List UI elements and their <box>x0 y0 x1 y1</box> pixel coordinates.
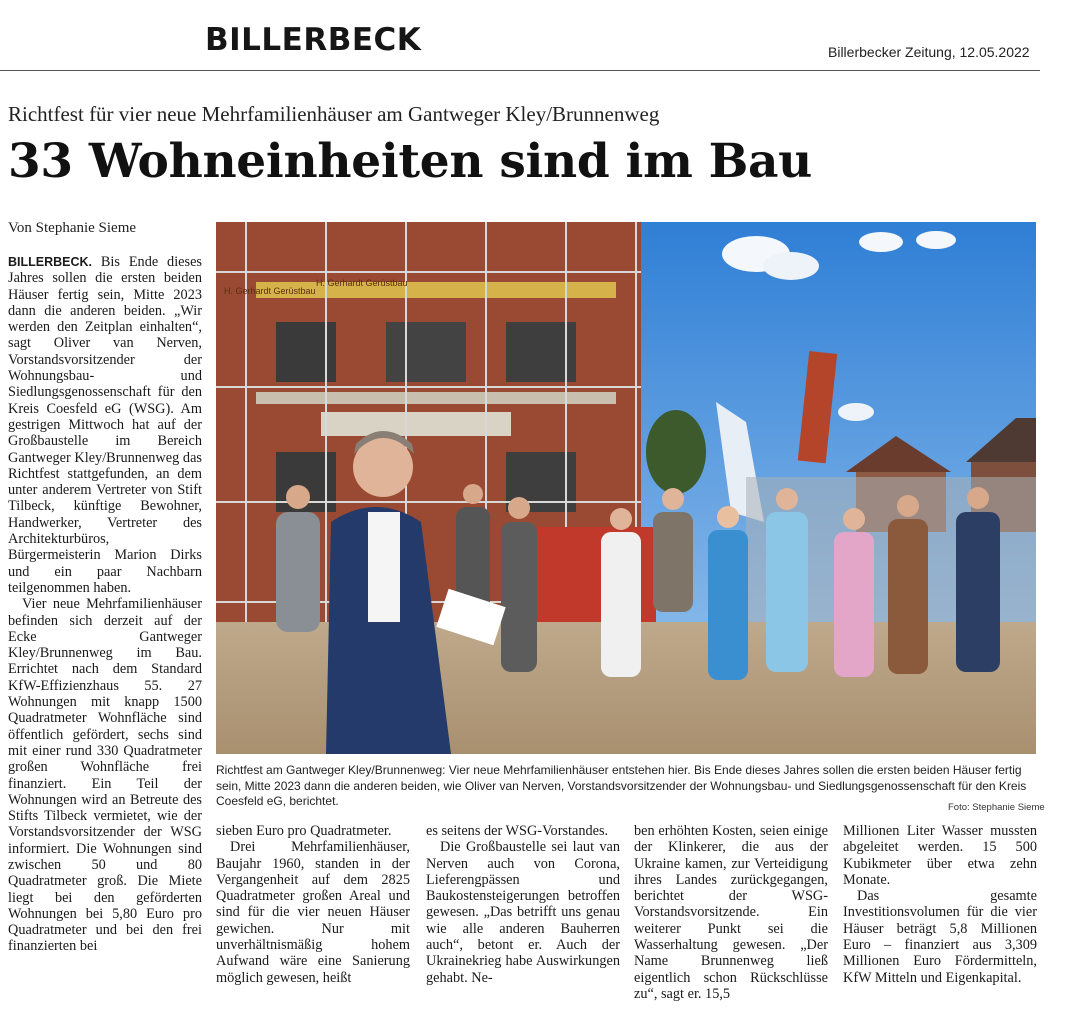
article-photo <box>216 222 1036 754</box>
dateline: BILLERBECK. <box>8 255 93 269</box>
article-byline: Von Stephanie Sieme <box>8 220 137 236</box>
column-5-paragraph-1: Millionen Liter Wasser mussten abgeleitet werden. 15 500 Kubikmeter über etwa zehn Monate. <box>843 823 1037 888</box>
column-5-paragraph-2: Das gesamte Investitionsvolumen für die vier Häuser beträgt 5,8 Millionen Euro – finanziert aus 3,309 Millionen Euro Fördermitteln, KfW Mitteln und Eigenkapital. <box>843 888 1037 986</box>
header-divider <box>0 70 1040 71</box>
column-4-paragraph-1: ben erhöhten Kosten, seien einige der Klinkerer, die aus der Ukraine kamen, zur Verteidigung ihres Landes zurückgegangen, berichtet der WSG-Vorstandsvorsitzende. Ein weiterer Punkt sei die Wasserhaltung gewesen. „Der Name Brunnenweg ließ eigentlich schon Rückschlüsse zu“, sagt er. 15,5 <box>634 823 828 1002</box>
publication-source: Billerbecker Zeitung, 12.05.2022 <box>828 44 1030 60</box>
construction-site-photo <box>216 222 1036 754</box>
column-3-paragraph-2: Die Großbaustelle sei laut van Nerven auch von Corona, Lieferengpässen und Baukostensteigerungen betroffen gewesen. „Das betrifft uns genau wie alle anderen Bauherren auch“, betont er. Auch der Ukrainekrieg habe Auswirkungen gehabt. Ne- <box>426 839 620 986</box>
article-column-2 <box>216 823 410 1008</box>
article-column-4 <box>634 823 828 1008</box>
photo-credit: Foto: Stephanie Sieme <box>948 802 1045 813</box>
article-column-5 <box>843 823 1037 1008</box>
scaffold-banner-left: H. Gerhardt Gerüstbau <box>224 286 316 296</box>
article-column-1 <box>8 254 202 1006</box>
column-3-paragraph-1: es seitens der WSG-Vorstandes. <box>426 823 609 839</box>
column-2-paragraph-2: Drei Mehrfamilienhäuser, Baujahr 1960, standen in der Vergangenheit auf dem 2825 Quadratmeter großen Areal und sind für die vier neuen Häuser gewichen. Nur mit unverhältnismäßig hohem Aufwand wäre eine Sanierung möglich gewesen, heißt <box>216 839 410 986</box>
column-1-paragraph-2: Vier neue Mehrfamilienhäuser befinden sich derzeit auf der Ecke Gantweger Kley/Brunnenweg im Bau. Errichtet nach dem Standard KfW-Effizienzhaus 55. 27 Wohnungen mit knapp 1500 Quadratmeter Wohnfläche sind öffentlich gefördert, sechs sind mit einer rund 330 Quadratmeter großen Wohnfläche frei finanziert. Ein Teil der Wohnungen wird an Betreute des Stifts Tilbeck vermietet, wie der Vorstandsvorsitzender der WSG informiert. Die Wohnungen sind zwischen 50 und 80 Quadratmeter groß. Die Miete liegt bei den geförderten Wohnungen bei 5,80 Euro pro Quadratmeter und bei den frei finanzierten bei <box>8 596 202 955</box>
column-1-paragraph-1: Bis Ende dieses Jahres sollen die ersten beiden Häuser fertig sein, Mitte 2023 dann die anderen beiden. „Wir werden den Zeitplan einhalten“, sagt Oliver van Nerven, Vorstandsvorsitzender der Wohnungsbau- und Siedlungsgenossenschaft für den Kreis Coesfeld eG (WSG). Am gestrigen Mittwoch hat auf der Großbaustelle im Bereich Gantweger Kley/Brunnenweg das Richtfest stattgefunden, an dem unter anderem Vertreter von Stift Tilbeck, künftige Bewohner, Handwerker, Vertreter des Architekturbüros, Bürgermeisterin Marion Dirks und ein paar Nachbarn teilgenommen haben. <box>8 254 202 596</box>
article-headline: 33 Wohneinheiten sind im Bau <box>8 134 813 189</box>
photo-caption: Richtfest am Gantweger Kley/Brunnenweg: Vier neue Mehrfamilienhäuser entstehen hier. Bis Ende dieses Jahres sollen die ersten beiden Häuser fertig sein, Mitte 2023 dann die anderen beiden, wie Oliver van Nerven, Vorstandsvorsitzender der Wohnungsbau- und Siedlungsgenossenschaft für den Kreis Coesfeld eG, berichtet. <box>216 763 1027 808</box>
column-2-paragraph-1: sieben Euro pro Quadratmeter. <box>216 823 392 839</box>
scaffold-banner-right: H. Gerhardt Gerüstbau <box>316 278 408 288</box>
article-column-3 <box>426 823 620 1008</box>
article-kicker: Richtfest für vier neue Mehrfamilienhäuser am Gantweger Kley/Brunnenweg <box>8 102 660 126</box>
section-title: BILLERBECK <box>205 22 422 58</box>
